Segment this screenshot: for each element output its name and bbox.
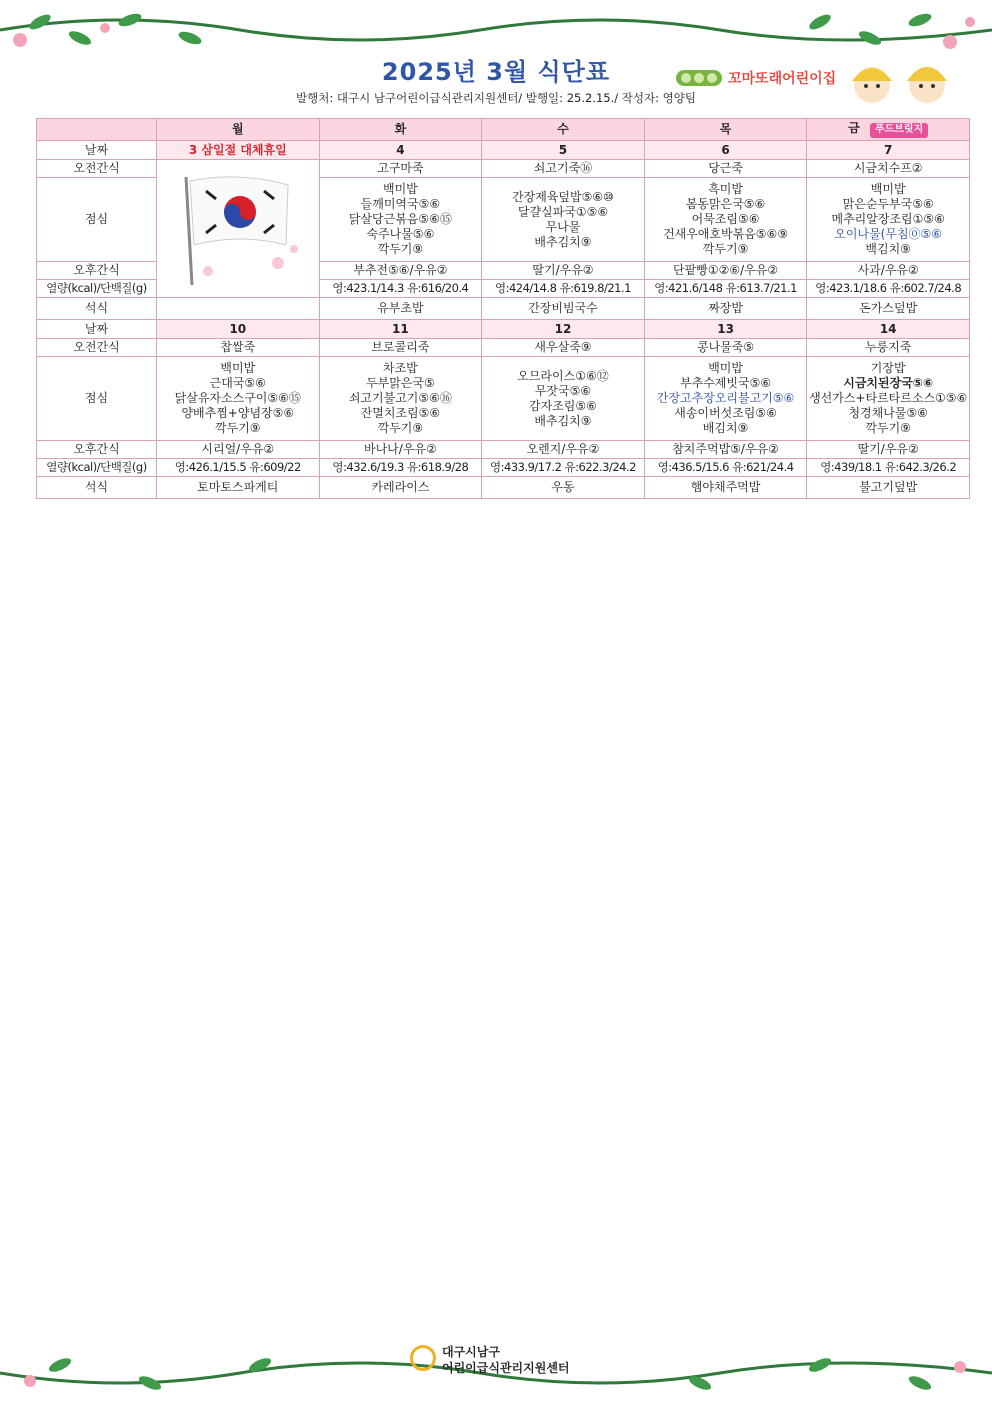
week1-am-row	[37, 160, 970, 178]
lunch-cell-tue	[319, 178, 482, 262]
menu-table	[36, 118, 970, 499]
lunch-item: 백미밥	[220, 361, 256, 375]
pm-cell-tue: 부추전⑤⑥/우유②	[319, 262, 482, 280]
date-cell-tue: 4	[319, 141, 482, 160]
cal-cell-fri: 영:423.1/18.6 유:602.7/24.8	[807, 280, 970, 298]
dinner-cell-thu: 짜장밥	[644, 298, 807, 320]
lunch-item: 건새우애호박볶음⑤⑥⑨	[663, 227, 789, 241]
week2-cal-row	[37, 459, 970, 477]
date-cell-thu: 13	[644, 320, 807, 339]
row-label-date: 날짜	[37, 141, 157, 160]
holiday-dinner-cell	[157, 298, 320, 320]
lunch-item: 깍두기⑨	[377, 242, 424, 256]
week1-date-row	[37, 141, 970, 160]
lunch-item: 깍두기⑨	[865, 421, 911, 435]
lunch-item: 백미밥	[708, 361, 743, 375]
cal-cell-thu: 영:421.6/148 유:613.7/21.1	[644, 280, 807, 298]
lunch-item: 생선가스+타르타르소스①⑤⑥	[809, 391, 968, 405]
korean-flag-icon	[168, 167, 308, 287]
lunch-item: 배김치⑨	[702, 421, 749, 435]
cal-cell-wed: 영:433.9/17.2 유:622.3/24.2	[482, 459, 645, 477]
lunch-item: 부추수제빗국⑤⑥	[680, 376, 772, 390]
date-cell-mon: 3 삼일절 대체휴일	[157, 141, 320, 160]
row-label-pm: 오후간식	[37, 262, 157, 280]
lunch-cell-fri	[807, 357, 970, 441]
am-cell-wed: 쇠고기죽⑯	[482, 160, 645, 178]
lunch-item: 잔멸치조림⑤⑥	[360, 406, 441, 420]
row-label-dinner: 석식	[37, 477, 157, 499]
lunch-item: 배추김치⑨	[534, 234, 592, 249]
dinner-cell-wed: 우동	[482, 477, 645, 499]
col-thu: 목	[644, 119, 807, 141]
top-vine-decoration	[0, 0, 992, 58]
week2-lunch-row	[37, 357, 970, 441]
date-cell-wed: 5	[482, 141, 645, 160]
lunch-item: 닭살유자소스구이⑤⑥⑮	[174, 391, 301, 405]
col-mon: 월	[157, 119, 320, 141]
date-cell-mon: 10	[157, 320, 320, 339]
date-cell-wed: 12	[482, 320, 645, 339]
lunch-cell-mon	[157, 357, 320, 441]
lunch-item: 깍두기⑨	[702, 242, 749, 256]
lunch-item: 백미밥	[383, 182, 418, 196]
lunch-item: 깍두기⑨	[215, 421, 261, 435]
lunch-item: 흑미밥	[708, 182, 743, 196]
smile-logo-icon	[410, 1345, 436, 1371]
am-cell-fri: 누룽지죽	[807, 339, 970, 357]
dinner-cell-mon: 토마토스파게티	[157, 477, 320, 499]
col-wed: 수	[482, 119, 645, 141]
col-fri-label: 금	[848, 121, 860, 136]
lunch-item: 메추리알장조림①⑤⑥	[831, 212, 945, 226]
lunch-item: 양배추찜+양념장⑤⑥	[181, 406, 295, 420]
dinner-cell-tue: 유부초밥	[319, 298, 482, 320]
lunch-cell-wed	[482, 178, 645, 262]
footer-org-line1: 대구시남구	[442, 1345, 500, 1359]
lunch-cell-thu	[644, 178, 807, 262]
col-fri	[807, 119, 970, 141]
lunch-item: 어묵조림⑤⑥	[691, 212, 760, 226]
kids-illustration-icon	[832, 55, 962, 115]
row-label-lunch: 점심	[37, 178, 157, 262]
lunch-cell-tue	[319, 357, 482, 441]
lunch-item: 맑은순두부국⑤⑥	[842, 197, 934, 211]
lunch-item: 기장밥	[870, 361, 906, 375]
dinner-cell-fri: 돈가스덮밥	[807, 298, 970, 320]
dinner-cell-wed: 간장비빔국수	[482, 298, 645, 320]
lunch-item: 봄동맑은국⑤⑥	[685, 197, 766, 211]
cal-cell-fri: 영:439/18.1 유:642.3/26.2	[807, 459, 970, 477]
cal-cell-tue: 영:432.6/19.3 유:618.9/28	[319, 459, 482, 477]
lunch-item: 간장고추장오리불고기⑤⑥	[656, 391, 795, 405]
holiday-flag-cell	[157, 160, 320, 298]
lunch-item: 깍두기⑨	[377, 421, 424, 435]
row-label-pm: 오후간식	[37, 441, 157, 459]
am-cell-fri: 시금치수프②	[807, 160, 970, 178]
lunch-item: 배추김치⑨	[534, 413, 592, 428]
date-cell-fri: 7	[807, 141, 970, 160]
lunch-item: 숙주나물⑤⑥	[366, 227, 435, 241]
pm-cell-thu: 단팥빵①②⑥/우유②	[644, 262, 807, 280]
lunch-item: 시금치된장국⑤⑥	[843, 376, 934, 390]
week2-pm-row	[37, 441, 970, 459]
am-cell-thu: 당근죽	[644, 160, 807, 178]
weekday-header-row	[37, 119, 970, 141]
dinner-cell-tue: 카레라이스	[319, 477, 482, 499]
lunch-item: 닭살당근볶음⑤⑥⑮	[348, 212, 452, 226]
corner-cell	[37, 119, 157, 141]
lunch-item: 백김치⑨	[865, 242, 911, 256]
pm-cell-wed: 딸기/우유②	[482, 262, 645, 280]
am-cell-tue: 브로콜리죽	[319, 339, 482, 357]
lunch-item: 무나물	[545, 219, 581, 234]
lunch-item: 오므라이스①⑥⑫	[517, 368, 609, 383]
page-title: 2025년 3월 식단표	[381, 58, 611, 86]
row-label-am: 오전간식	[37, 339, 157, 357]
pm-cell-wed: 오렌지/우유②	[482, 441, 645, 459]
am-cell-tue: 고구마죽	[319, 160, 482, 178]
lunch-cell-thu	[644, 357, 807, 441]
dinner-cell-thu: 햄야채주먹밥	[644, 477, 807, 499]
am-cell-mon: 찹쌀죽	[157, 339, 320, 357]
lunch-item: 들깨미역국⑤⑥	[360, 197, 441, 211]
week1-dinner-row	[37, 298, 970, 320]
dinner-cell-fri: 불고기덮밥	[807, 477, 970, 499]
cal-cell-mon: 영:426.1/15.5 유:609/22	[157, 459, 320, 477]
cal-cell-thu: 영:436.5/15.6 유:621/24.4	[644, 459, 807, 477]
daycare-name: 꼬마또래어린이집	[728, 71, 837, 87]
cal-cell-tue: 영:423.1/14.3 유:616/20.4	[319, 280, 482, 298]
week2-dinner-row	[37, 477, 970, 499]
cal-cell-wed: 영:424/14.8 유:619.8/21.1	[482, 280, 645, 298]
lunch-item: 청경채나물⑤⑥	[848, 406, 928, 420]
publisher-line: 발행처: 대구시 남구어린이급식관리지원센터/ 발행일: 25.2.15./ 작성자: 영양팀	[296, 91, 696, 105]
row-label-date: 날짜	[37, 320, 157, 339]
lunch-item: 쇠고기불고기⑤⑥⑯	[348, 391, 452, 405]
lunch-cell-fri	[807, 178, 970, 262]
week2-am-row	[37, 339, 970, 357]
footer-org-logo	[410, 1341, 600, 1377]
pm-cell-fri: 사과/우유②	[807, 262, 970, 280]
lunch-item: 두부맑은국⑤	[366, 376, 435, 390]
pm-cell-tue: 바나나/우유②	[319, 441, 482, 459]
date-cell-tue: 11	[319, 320, 482, 339]
lunch-item: 오이나물(무침⓪⑤⑥	[834, 227, 943, 241]
week2-date-row	[37, 320, 970, 339]
date-cell-thu: 6	[644, 141, 807, 160]
lunch-item: 무잣국⑤⑥	[534, 383, 592, 398]
col-tue: 화	[319, 119, 482, 141]
lunch-item: 새송이버섯조림⑤⑥	[674, 406, 777, 420]
lunch-item: 차조밥	[383, 361, 418, 375]
pm-cell-thu: 참치주먹밥⑤/우유②	[644, 441, 807, 459]
lunch-item: 백미밥	[870, 182, 906, 196]
am-cell-thu: 콩나물죽⑤	[644, 339, 807, 357]
row-label-dinner: 석식	[37, 298, 157, 320]
pm-cell-fri: 딸기/우유②	[807, 441, 970, 459]
food-bridge-badge: 푸드브릿지	[870, 123, 928, 138]
peapod-logo-icon	[676, 70, 722, 86]
lunch-item: 달걀실파국①⑤⑥	[517, 204, 609, 219]
row-label-lunch: 점심	[37, 357, 157, 441]
lunch-item: 근대국⑤⑥	[209, 376, 266, 390]
lunch-item: 간장제육덮밥⑤⑥⑩	[512, 189, 614, 204]
row-label-cal: 열량(kcal)/단백질(g)	[37, 459, 157, 477]
lunch-item: 감자조림⑤⑥	[529, 398, 597, 413]
lunch-cell-wed	[482, 357, 645, 441]
row-label-cal: 열량(kcal)/단백질(g)	[37, 280, 157, 298]
pm-cell-mon: 시리얼/우유②	[157, 441, 320, 459]
date-cell-fri: 14	[807, 320, 970, 339]
footer-org-line2: 어린이급식관리지원센터	[442, 1361, 570, 1375]
row-label-am: 오전간식	[37, 160, 157, 178]
am-cell-wed: 새우살죽⑨	[482, 339, 645, 357]
